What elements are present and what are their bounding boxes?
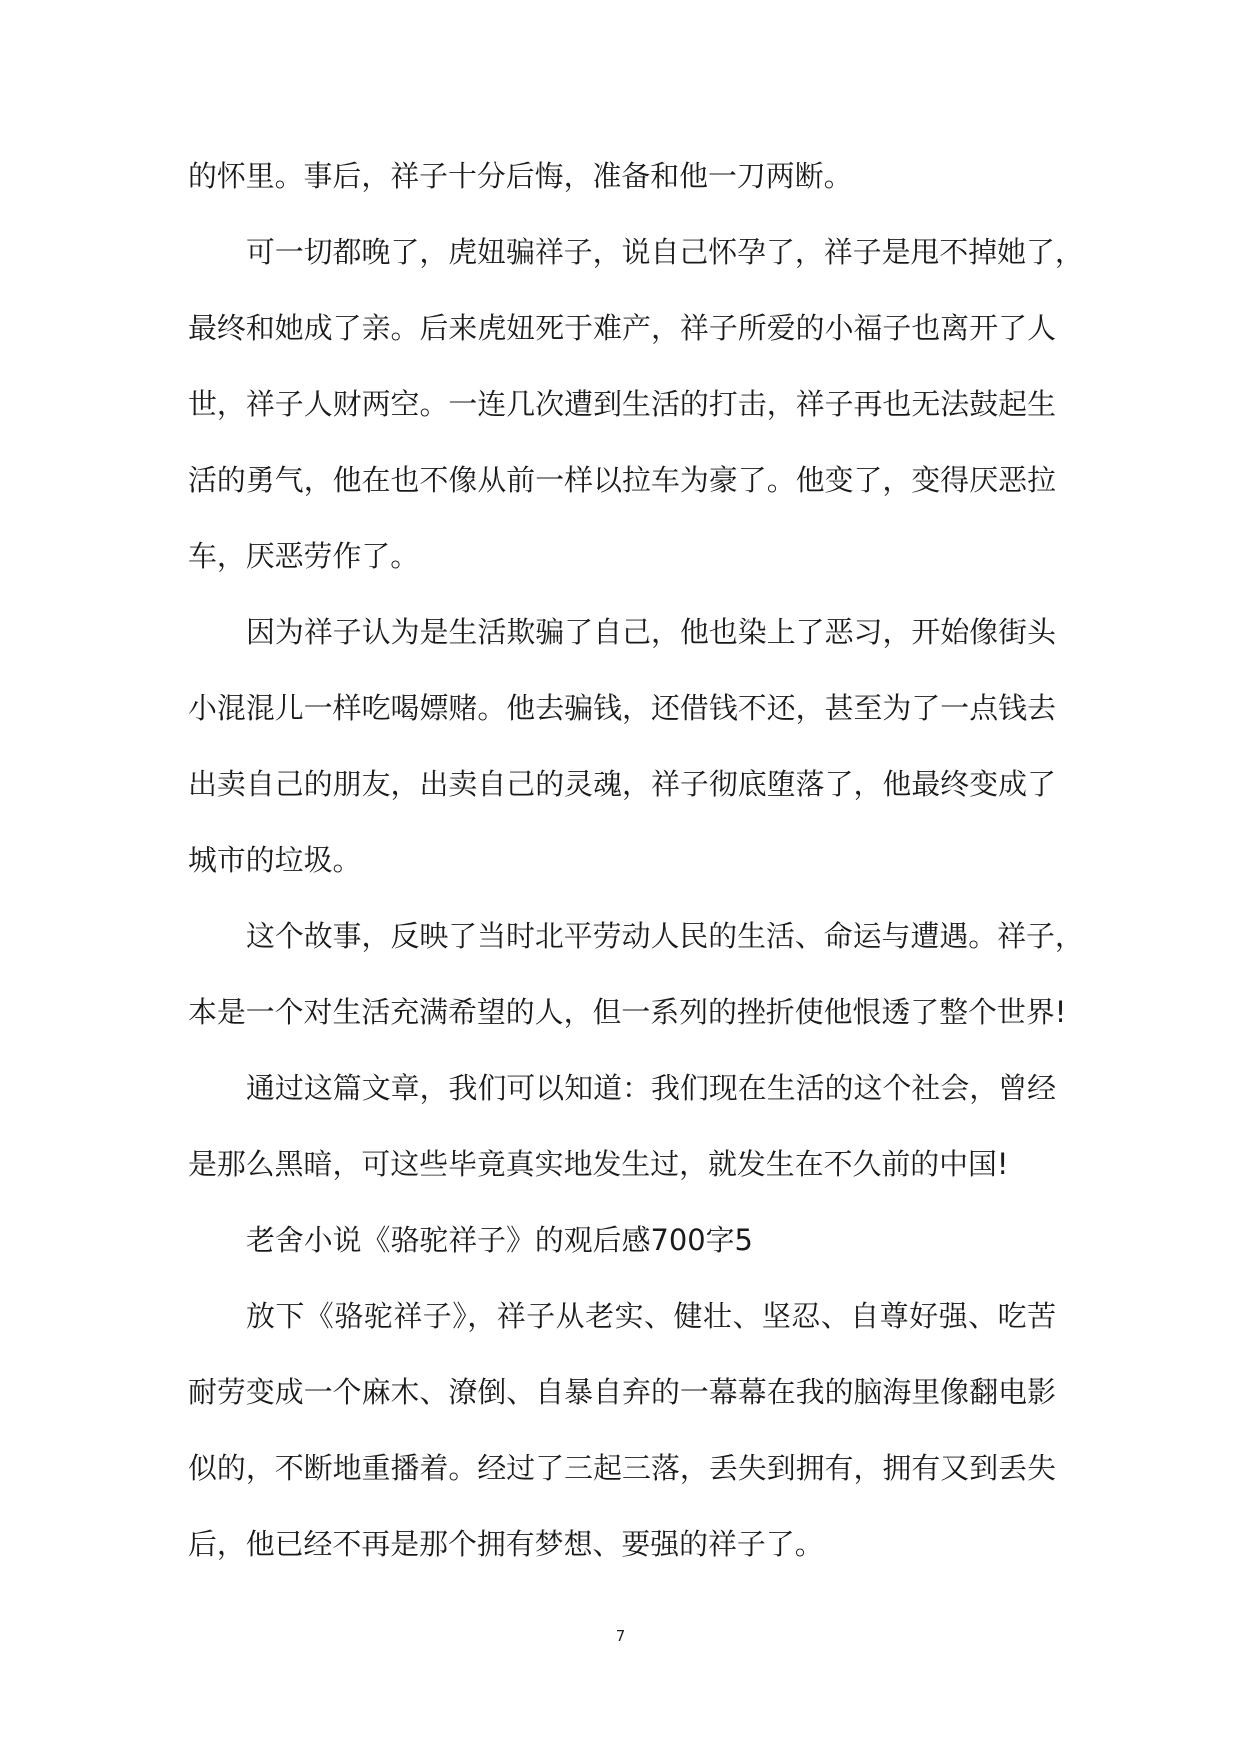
section-heading: 老舍小说《骆驼祥子》的观后感700字5 <box>246 1223 753 1257</box>
text-line: 活的勇气，他在也不像从前一样以拉车为豪了。他变了，变得厌恶拉 <box>188 463 1056 497</box>
text-line: 这个故事，反映了当时北平劳动人民的生活、命运与遭遇。祥子， <box>246 919 1084 953</box>
text-line: 通过这篇文章，我们可以知道：我们现在生活的这个社会，曾经 <box>246 1071 1056 1105</box>
text-line: 车，厌恶劳作了。 <box>188 539 420 573</box>
page-number: 7 <box>615 1627 626 1645</box>
text-line: 最终和她成了亲。后来虎妞死于难产，祥子所爱的小福子也离开了人 <box>188 311 1056 345</box>
text-line: 世，祥子人财两空。一连几次遭到生活的打击，祥子再也无法鼓起生 <box>188 387 1056 421</box>
text-line: 似的，不断地重播着。经过了三起三落，丢失到拥有，拥有又到丢失 <box>188 1451 1056 1485</box>
text-line: 小混混儿一样吃喝嫖赌。他去骗钱，还借钱不还，甚至为了一点钱去 <box>188 691 1056 725</box>
text-line: 城市的垃圾。 <box>188 843 362 877</box>
text-line: 后，他已经不再是那个拥有梦想、要强的祥子了。 <box>188 1527 824 1561</box>
text-line: 的怀里。事后，祥子十分后悔，准备和他一刀两断。 <box>188 159 853 193</box>
text-line: 放下《骆驼祥子》，祥子从老实、健壮、坚忍、自尊好强、吃苦 <box>246 1299 1056 1333</box>
text-line: 因为祥子认为是生活欺骗了自己，他也染上了恶习，开始像街头 <box>246 615 1056 649</box>
text-line: 是那么黑暗，可这些毕竟真实地发生过，就发生在不久前的中国! <box>188 1147 1009 1181</box>
text-line: 出卖自己的朋友，出卖自己的灵魂，祥子彻底堕落了，他最终变成了 <box>188 767 1056 801</box>
text-line: 本是一个对生活充满希望的人，但一系列的挫折使他恨透了整个世界! <box>188 995 1067 1029</box>
text-line: 可一切都晚了，虎妞骗祥子，说自己怀孕了，祥子是甩不掉她了， <box>246 235 1084 269</box>
text-line: 耐劳变成一个麻木、潦倒、自暴自弃的一幕幕在我的脑海里像翻电影 <box>188 1375 1056 1409</box>
body-text <box>188 138 1084 1582</box>
